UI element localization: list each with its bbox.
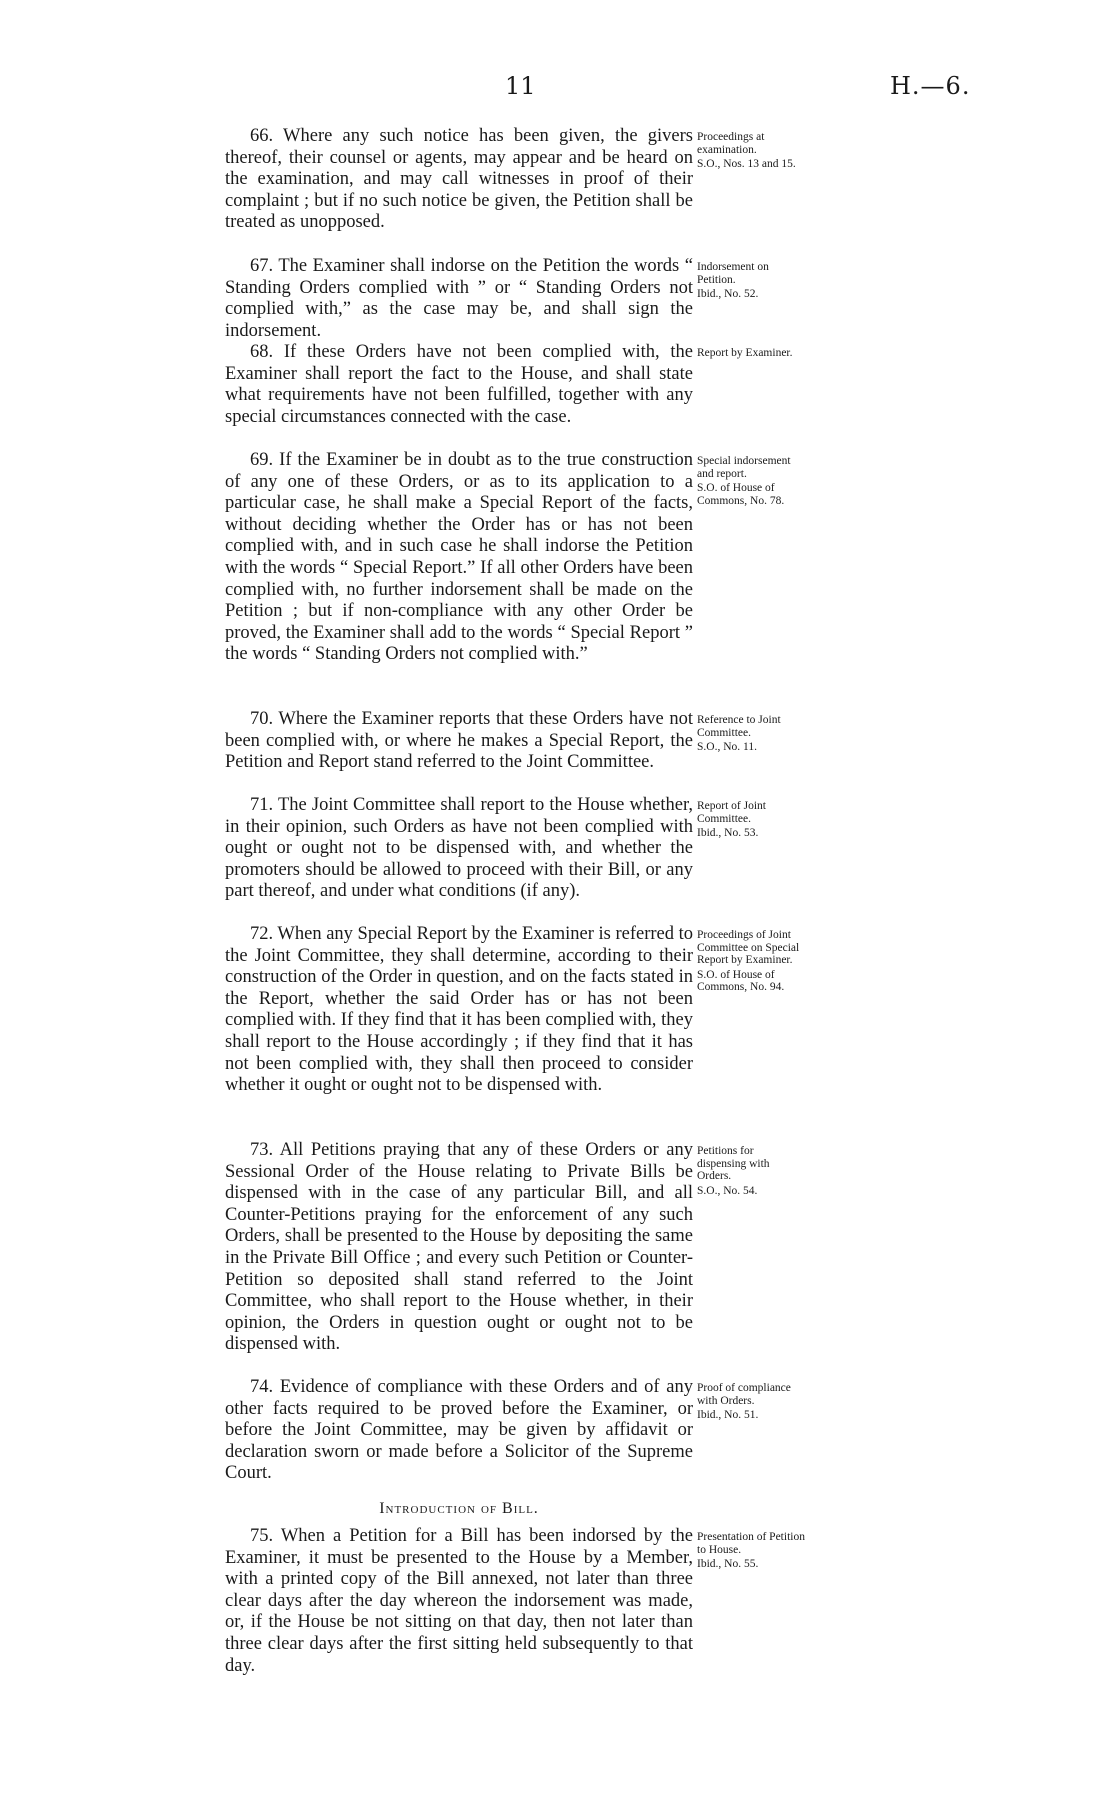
- paragraph-text: Evidence of compliance with these Orders and of any other facts required to be proved before the Examiner, or before the Joint Committee, may be given by affidavit or declaration sworn or made before a Solicitor of the Supreme Court.: [225, 1377, 694, 1484]
- paragraph-number: 71.: [250, 795, 274, 815]
- margin-note-74: [697, 1382, 805, 1422]
- paragraph-number: 66.: [250, 126, 274, 146]
- paragraph-66: [225, 126, 693, 234]
- margin-note-71: [697, 800, 805, 840]
- paragraph-text: When any Special Report by the Examiner is referred to the Joint Committee, they shall determine, according to their construction of the Order in question, and on the facts stated in the Report, whether the said Order has or has not been complied with. If they find that it has been complied with, they shall report to the House accordingly ; if they find that it has not been complied with, they shall then proceed to consider whether it ought or ought not to be dispensed with.: [225, 924, 694, 1096]
- paragraph-73: [225, 1140, 693, 1356]
- margin-note-75: [697, 1531, 805, 1571]
- margin-note-title: Petitions for dispensing with Orders.: [697, 1145, 770, 1182]
- margin-note-68: [697, 347, 805, 362]
- margin-note-title: Presentation of Petition to House.: [697, 1531, 805, 1556]
- margin-note-69: [697, 455, 805, 507]
- margin-note-66: [697, 131, 805, 171]
- margin-note-reference: S.O. of House of Commons, No. 94.: [697, 968, 785, 993]
- margin-note-title: Proceedings at examination.: [697, 131, 765, 156]
- margin-note-title: Indorsement on Petition.: [697, 261, 769, 286]
- paragraph-70: [225, 709, 693, 774]
- paragraph-71: [225, 795, 693, 903]
- paragraph-number: 74.: [250, 1377, 274, 1397]
- paragraph-number: 72.: [250, 924, 274, 944]
- paragraph-67: [225, 256, 693, 342]
- paragraph-text: Where the Examiner reports that these Orders have not been complied with, or where he makes a Special Report, the Petition and Report stand referred to the Joint Committee.: [225, 709, 693, 773]
- paragraph-number: 73.: [250, 1140, 274, 1160]
- margin-note-title: Report by Examiner.: [697, 347, 793, 359]
- paragraph-text: The Examiner shall indorse on the Petition the words “ Standing Orders complied with ” or “ Standing Orders not complied with,” as the case may be, and shall sign the indorsement.: [225, 256, 693, 341]
- margin-note-reference: S.O., No. 54.: [697, 1184, 758, 1197]
- paragraph-number: 75.: [250, 1526, 274, 1546]
- paragraph-number: 67.: [250, 256, 274, 276]
- paragraph-number: 69.: [250, 450, 274, 470]
- margin-note-reference: Ibid., No. 51.: [697, 1409, 759, 1421]
- section-heading: Introduction of Bill.: [379, 1500, 539, 1517]
- paragraph-number: 68.: [250, 342, 274, 362]
- margin-note-title: Reference to Joint Committee.: [697, 714, 781, 739]
- margin-note-reference: S.O. of House of Commons, No. 78.: [697, 482, 785, 507]
- paragraph-text: All Petitions praying that any of these Orders or any Sessional Order of the House relating to Private Bills be dispensed with in the case of any particular Bill, and all Counter-Petitions praying for the enforcement of any such Orders, shall be presented to the House by depositing the same in the Private Bill Office ; and every such Petition or Counter-Petition so deposited shall stand referred to the Joint Committee, who shall report to the House whether, in their opinion, the Orders in question ought or ought not to be dispensed with.: [225, 1140, 693, 1355]
- paragraph-text: Where any such notice has been given, the givers thereof, their counsel or agents, may appear and be heard on the examination, and may call witnesses in proof of their complaint ; but if no such notice be given, the Petition shall be treated as unopposed.: [225, 126, 693, 233]
- margin-note-72: [697, 929, 805, 994]
- margin-note-reference: Ibid., No. 55.: [697, 1558, 759, 1570]
- paragraph-text: If these Orders have not been complied with, the Examiner shall report the fact to the House, and shall state what requirements have not been fulfilled, together with any special circumstances connected with the case.: [225, 342, 693, 427]
- margin-note-reference: S.O., No. 11.: [697, 741, 757, 753]
- paragraph-69: [225, 450, 693, 666]
- margin-note-title: Special indorsement and report.: [697, 455, 791, 480]
- margin-note-title: Report of Joint Committee.: [697, 800, 766, 825]
- paragraph-text: When a Petition for a Bill has been indorsed by the Examiner, it must be presented to the House by a Member, with a printed copy of the Bill annexed, not later than three clear days after the day whereon the indorsement was made, or, if the House be not sitting on that day, then not later than three clear days after the first sitting held subsequently to that day.: [225, 1526, 693, 1676]
- margin-note-reference: Ibid., No. 52.: [697, 288, 759, 300]
- paragraph-68: [225, 342, 693, 428]
- paragraph-text: If the Examiner be in doubt as to the true construction of any one of these Orders, or as to its application to a particular case, he shall make a Special Report of the facts, without deciding whether the Order has or has not been complied with, and in such case he shall indorse the Petition with the words “ Special Report.” If all other Orders have been complied with, no further indorsement shall be made on the Petition ; but if non-compliance with any other Order be proved, the Examiner shall add to the words “ Special Report ” the words “ Standing Orders not complied with.”: [225, 450, 693, 665]
- document-reference: H.—6.: [890, 72, 971, 100]
- margin-note-reference: S.O., Nos. 13 and 15.: [697, 158, 796, 170]
- paragraph-72: [225, 924, 693, 1097]
- margin-note-title: Proof of compliance with Orders.: [697, 1382, 791, 1407]
- margin-note-70: [697, 714, 805, 754]
- margin-note-73: [697, 1145, 805, 1197]
- margin-note-67: [697, 261, 805, 301]
- margin-note-reference: Ibid., No. 53.: [697, 827, 759, 839]
- paragraph-text: The Joint Committee shall report to the House whether, in their opinion, such Orders as have not been complied with ought or ought not to be dispensed with, and whether the promoters should be allowed to proceed with their Bill, or any part thereof, and under what conditions (if any).: [225, 795, 693, 902]
- paragraph-75: [225, 1526, 693, 1677]
- paragraph-74: [225, 1377, 693, 1485]
- page-number: 11: [505, 72, 536, 100]
- paragraph-number: 70.: [250, 709, 274, 729]
- margin-note-title: Proceedings of Joint Committee on Special Report by Examiner.: [697, 929, 800, 966]
